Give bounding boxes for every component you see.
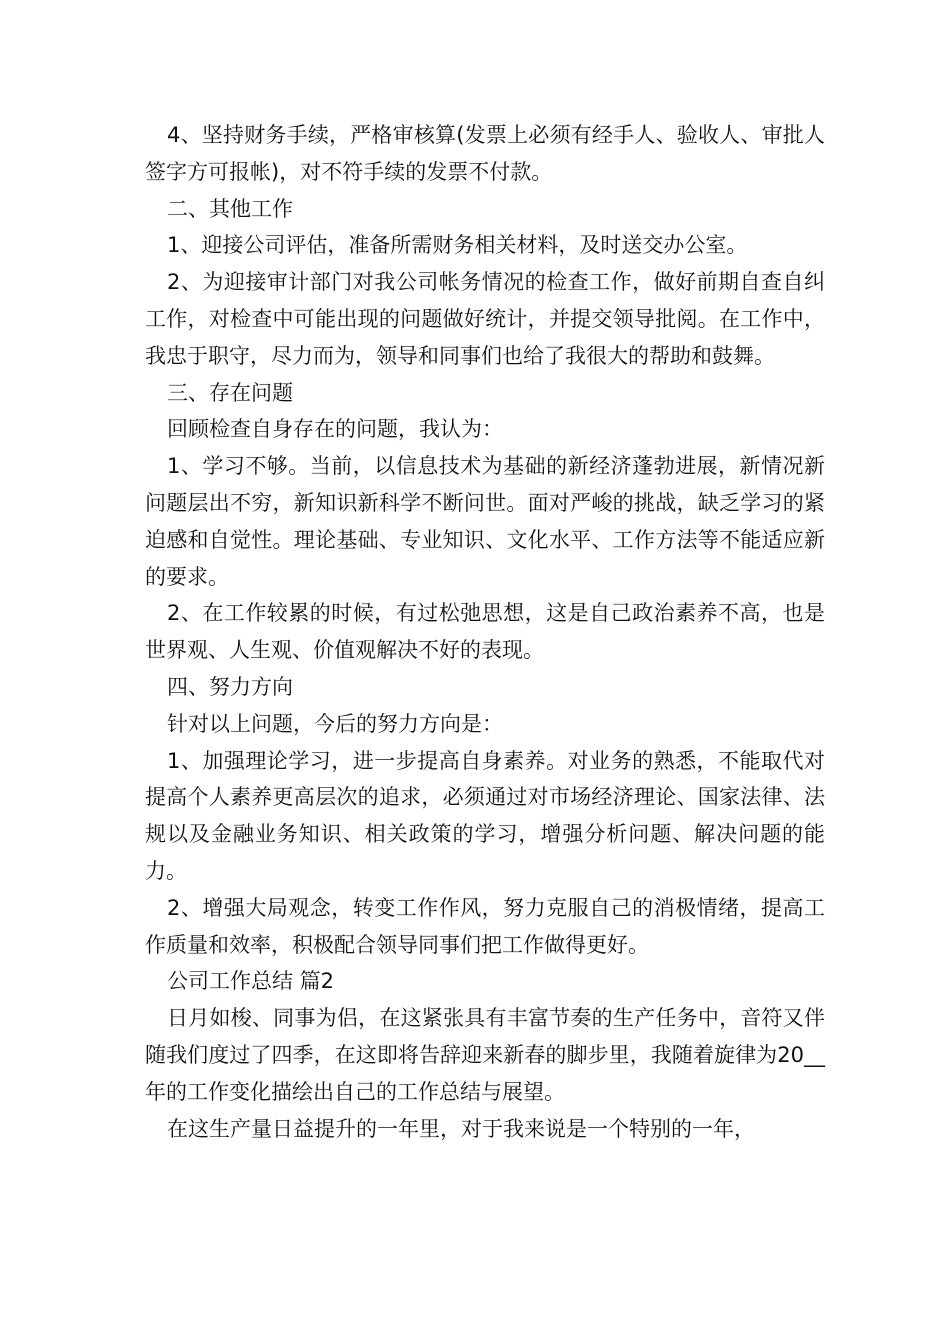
section-heading-existing-problems: 三、存在问题	[167, 380, 293, 405]
paragraph-problem-1-learning: 1、学习不够。当前，以信息技术为基础的新经济蓬勃进展，新情况新问题层出不穷，新知识新科学不断问世。面对严峻的挑战，缺乏学习的紧迫感和自觉性。理论基础、专业知识、文化水平、工作方法等不能适应新的要求。	[145, 454, 825, 589]
paragraph-summary-opening: 日月如梭、同事为侣，在这紧张具有丰富节奏的生产任务中，音符又伴随我们度过了四季，在这即将告辞迎来新春的脚步里，我随着旋律为20__年的工作变化描绘出自己的工作总结与展望。	[145, 1006, 825, 1104]
document-body	[145, 117, 825, 1147]
section-heading-other-work: 二、其他工作	[167, 196, 293, 221]
section-heading-effort-direction: 四、努力方向	[167, 674, 293, 699]
paragraph-problem-2-attitude: 2、在工作较累的时候，有过松弛思想，这是自己政治素养不高，也是世界观、人生观、价值观解决不好的表现。	[145, 601, 825, 663]
paragraph-item-2-audit: 2、为迎接审计部门对我公司帐务情况的检查工作，做好前期自查自纠工作，对检查中可能出现的问题做好统计，并提交领导批阅。在工作中，我忠于职守，尽力而为，领导和同事们也给了我很大的帮助和鼓舞。	[145, 270, 825, 368]
paragraph-direction-1-theory: 1、加强理论学习，进一步提高自身素养。对业务的熟悉，不能取代对提高个人素养更高层次的追求，必须通过对市场经济理论、国家法律、法规以及金融业务知识、相关政策的学习，增强分析问题、解决问题的能力。	[145, 748, 825, 883]
paragraph-direction-intro: 针对以上问题，今后的努力方向是：	[167, 711, 503, 736]
paragraph-item-1-evaluation: 1、迎接公司评估，准备所需财务相关材料，及时送交办公室。	[167, 233, 748, 258]
paragraph-review-intro: 回顾检查自身存在的问题，我认为：	[167, 417, 503, 442]
paragraph-direction-2-overall: 2、增强大局观念，转变工作作风，努力克服自己的消极情绪，提高工作质量和效率，积极配合领导同事们把工作做得更好。	[145, 895, 825, 957]
section-heading-summary-part-2: 公司工作总结 篇2	[167, 969, 335, 994]
paragraph-summary-year: 在这生产量日益提升的一年里，对于我来说是一个特别的一年，	[167, 1116, 755, 1141]
paragraph-item-4-finance-procedure: 4、坚持财务手续，严格审核算(发票上必须有经手人、验收人、审批人签字方可报帐)，对不符手续的发票不付款。	[145, 123, 825, 184]
